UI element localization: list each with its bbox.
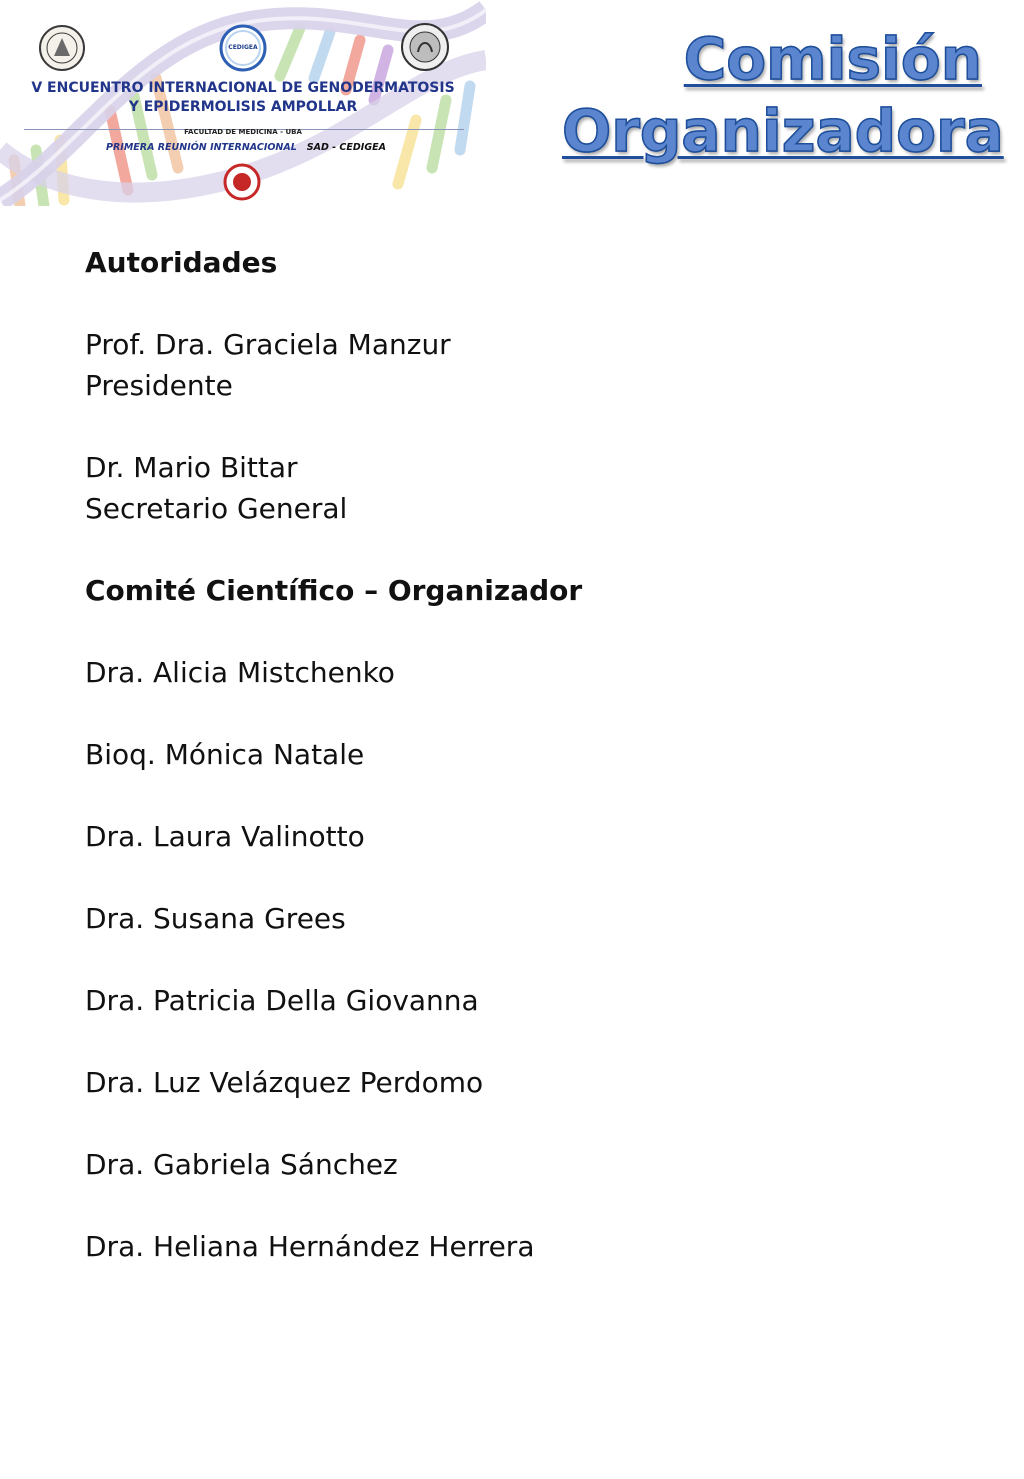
event-title-line-2: Y EPIDERMOLISIS AMPOLLAR — [128, 99, 358, 115]
authority-name: Prof. Dra. Graciela Manzur — [85, 328, 451, 361]
authority-name: Dr. Mario Bittar — [85, 451, 298, 484]
university-seal-logo — [38, 24, 86, 72]
committee-member: Dra. Laura Valinotto — [85, 820, 365, 853]
meeting-name: PRIMERA REUNIÓN INTERNACIONAL — [106, 142, 297, 153]
committee-member: Dra. Alicia Mistchenko — [85, 656, 395, 689]
committee-member: Dra. Susana Grees — [85, 902, 346, 935]
cedigea-logo — [219, 24, 267, 72]
medical-society-seal-logo — [400, 22, 448, 70]
committee-member: Bioq. Mónica Natale — [85, 738, 365, 771]
meeting-organizers: SAD - CEDIGEA — [306, 142, 386, 153]
committee-member: Dra. Patricia Della Giovanna — [85, 984, 479, 1017]
page-title-line-2: Organizadora — [562, 97, 1004, 165]
cedigea-logo-text: CEDIGEA — [228, 44, 258, 51]
society-emblem-logo — [222, 162, 262, 202]
committee-member: Dra. Gabriela Sánchez — [85, 1148, 398, 1181]
committee-heading: Comité Científico – Organizador — [85, 574, 583, 607]
page-title-line-1: Comisión — [683, 25, 982, 93]
faculty-label: FACULTAD DE MEDICINA - UBA — [184, 128, 302, 136]
authority-role: Secretario General — [85, 492, 348, 525]
authorities-heading: Autoridades — [85, 246, 278, 279]
event-title-line-1: V ENCUENTRO INTERNACIONAL DE GENODERMATOSIS — [31, 80, 455, 96]
event-banner — [0, 0, 486, 206]
committee-member: Dra. Luz Velázquez Perdomo — [85, 1066, 484, 1099]
meeting-label — [106, 142, 386, 153]
authority-role: Presidente — [85, 369, 233, 402]
committee-member: Dra. Heliana Hernández Herrera — [85, 1230, 535, 1263]
